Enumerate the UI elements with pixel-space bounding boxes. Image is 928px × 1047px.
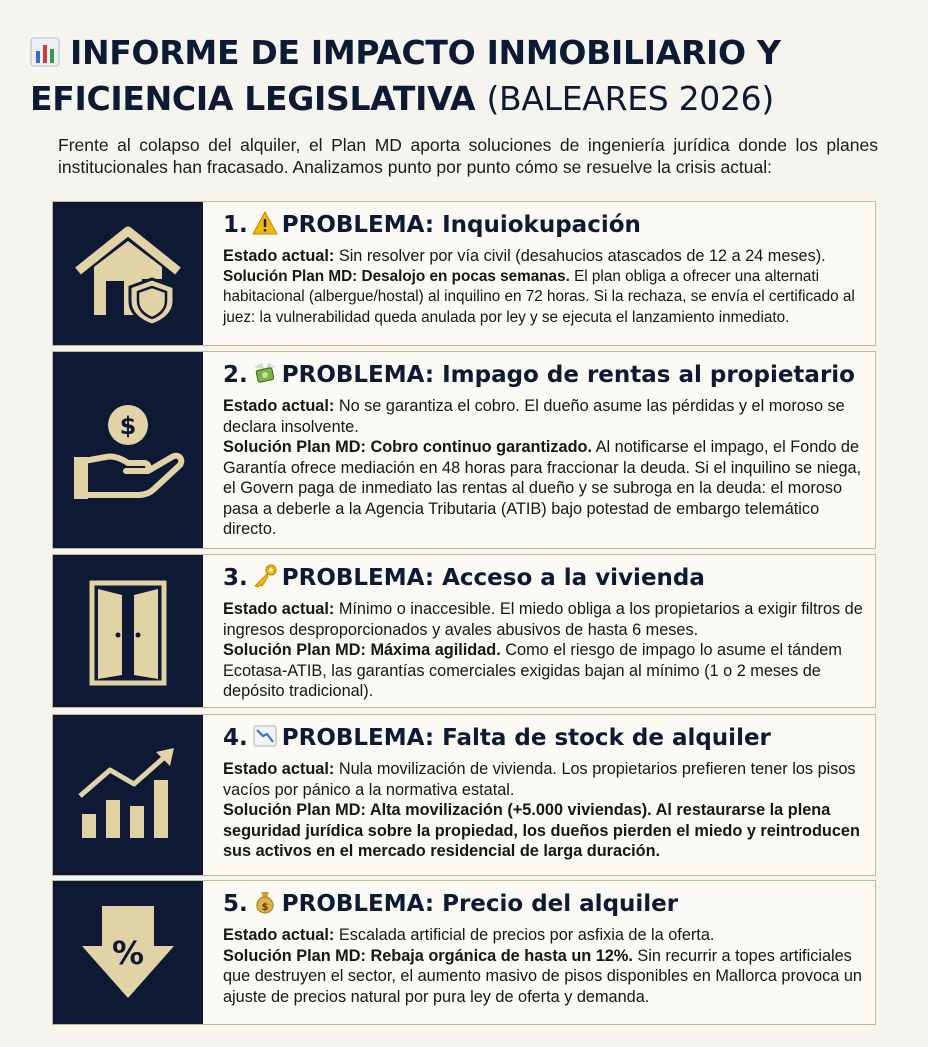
problem-card-4	[52, 714, 876, 876]
solution-text: El plan obliga a ofrecer una alternati habitacional (albergue/hostal) al inquilino en 72 horas. Si la rechaza, se envía el certificado al juez: la vulnerabilidad queda anulada por ley y se ejecuta el lanzamiento inmediato.	[223, 267, 855, 326]
problem-title: PROBLEMA: Inquiokupación	[281, 212, 641, 238]
current-state	[223, 925, 865, 946]
problem-heading	[223, 210, 865, 240]
current-state-label: Estado actual:	[223, 247, 335, 265]
solution	[223, 946, 865, 1008]
svg-text:$: $	[119, 412, 137, 440]
chart-down-icon	[252, 724, 278, 748]
problem-card-1	[52, 201, 876, 346]
current-state	[223, 599, 865, 640]
current-state	[223, 396, 865, 437]
problem-title: PROBLEMA: Impago de rentas al propietario	[281, 362, 855, 388]
problem-card-2	[52, 351, 876, 549]
solution-text: Sin recurrir a topes artificiales que destruyen el sector, el aumento masivo de pisos disponibles en Mallorca provoca un ajuste de precios natural por pura ley de oferta y demanda.	[223, 946, 862, 1006]
solution-label: Solución Plan MD: Máxima agilidad.	[223, 641, 501, 659]
problem-heading	[223, 723, 865, 753]
problem-card-5	[52, 880, 876, 1025]
problem-heading	[223, 563, 865, 593]
key-icon	[252, 564, 278, 588]
money-wings-icon	[252, 361, 278, 385]
problem-icon-box	[53, 555, 203, 707]
open-door-icon	[68, 571, 188, 691]
current-state-text: Escalada artificial de precios por asfixia de la oferta.	[338, 926, 715, 944]
current-state-text: Mínimo o inaccesible. El miedo obliga a los propietarios a exigir filtros de ingresos desproporcionados y avales abusivos de hasta 6 meses.	[223, 600, 863, 639]
solution	[223, 640, 865, 702]
current-state-text: Sin resolver por vía civil (desahucios atascados de 12 a 24 meses).	[338, 247, 826, 265]
current-state-label: Estado actual:	[223, 926, 335, 944]
solution-text: Al notificarse el impago, el Fondo de Garantía ofrece mediación en 48 horas para fraccionar la deuda. Si el inquilino se niega, el Govern paga de inmediato las rentas al dueño y se subroga en la deuda: el moroso pasa a deberle a la Agencia Tributaria (ATIB) bajo potestad de embargo telemático directo.	[223, 438, 862, 538]
solution	[223, 437, 865, 540]
intro-text: Frente al colapso del alquiler, el Plan MD aporta soluciones de ingeniería jurídica donde los planes institucionales han fracasado. Analizamos punto por punto cómo se resuelve la crisis actual:	[58, 135, 878, 177]
money-bag-icon	[252, 890, 278, 914]
warning-icon	[252, 211, 278, 235]
problem-icon-box	[53, 881, 203, 1024]
percent-down-arrow-icon	[68, 898, 188, 1008]
problem-icon-box	[53, 352, 203, 548]
page-title	[30, 30, 900, 122]
problem-number: 3.	[223, 565, 248, 591]
hand-coin-icon	[68, 395, 188, 505]
house-shield-icon	[68, 219, 188, 329]
current-state-text: Nula movilización de vivienda. Los propietarios prefieren tener los pisos vacíos por pánico a la normativa estatal.	[223, 760, 856, 799]
current-state-label: Estado actual:	[223, 760, 335, 778]
bar-chart-icon	[30, 37, 60, 67]
current-state-text: No se garantiza el cobro. El dueño asume las pérdidas y el moroso se declara insolvente.	[223, 397, 845, 436]
solution-label: Solución Plan MD: Alta movilización (+5.000 viviendas).	[223, 801, 652, 819]
solution-label: Solución Plan MD: Desalojo en pocas semanas.	[223, 267, 570, 285]
problem-title: PROBLEMA: Precio del alquiler	[281, 891, 679, 917]
current-state-label: Estado actual:	[223, 397, 335, 415]
current-state	[223, 246, 865, 267]
solution	[223, 267, 865, 329]
problem-heading	[223, 360, 865, 390]
growth-chart-icon	[68, 740, 188, 850]
svg-text:%: %	[111, 933, 145, 972]
current-state	[223, 759, 865, 800]
problem-title: PROBLEMA: Falta de stock de alquiler	[281, 725, 771, 751]
title-main: INFORME DE IMPACTO INMOBILIARIO Y EFICIENCIA LEGISLATIVA	[30, 33, 781, 118]
solution-text: Como el riesgo de impago lo asume el tándem Ecotasa-ATIB, las garantías comerciales exigidas bajan al mínimo (1 o 2 meses de depósito tradicional).	[223, 641, 842, 700]
problem-number: 5.	[223, 891, 248, 917]
problem-icon-box	[53, 202, 203, 345]
title-suffix: (BALEARES 2026)	[486, 79, 774, 118]
problem-number: 2.	[223, 362, 248, 388]
solution	[223, 800, 865, 862]
current-state-label: Estado actual:	[223, 600, 335, 618]
problem-heading	[223, 889, 865, 919]
svg-text:$: $	[261, 902, 269, 913]
problem-icon-box	[53, 715, 203, 875]
solution-text: Al restaurarse la plena seguridad jurídica sobre la propiedad, los dueños pierden el miedo y reintroducen sus activos en el mercado residencial de larga duración.	[223, 801, 860, 860]
solution-label: Solución Plan MD: Cobro continuo garantizado.	[223, 438, 593, 456]
problem-card-3	[52, 554, 876, 708]
solution-label: Solución Plan MD: Rebaja orgánica de hasta un 12%.	[223, 946, 633, 965]
problem-number: 4.	[223, 725, 248, 751]
problem-title: PROBLEMA: Acceso a la vivienda	[281, 565, 705, 591]
problem-number: 1.	[223, 212, 248, 238]
